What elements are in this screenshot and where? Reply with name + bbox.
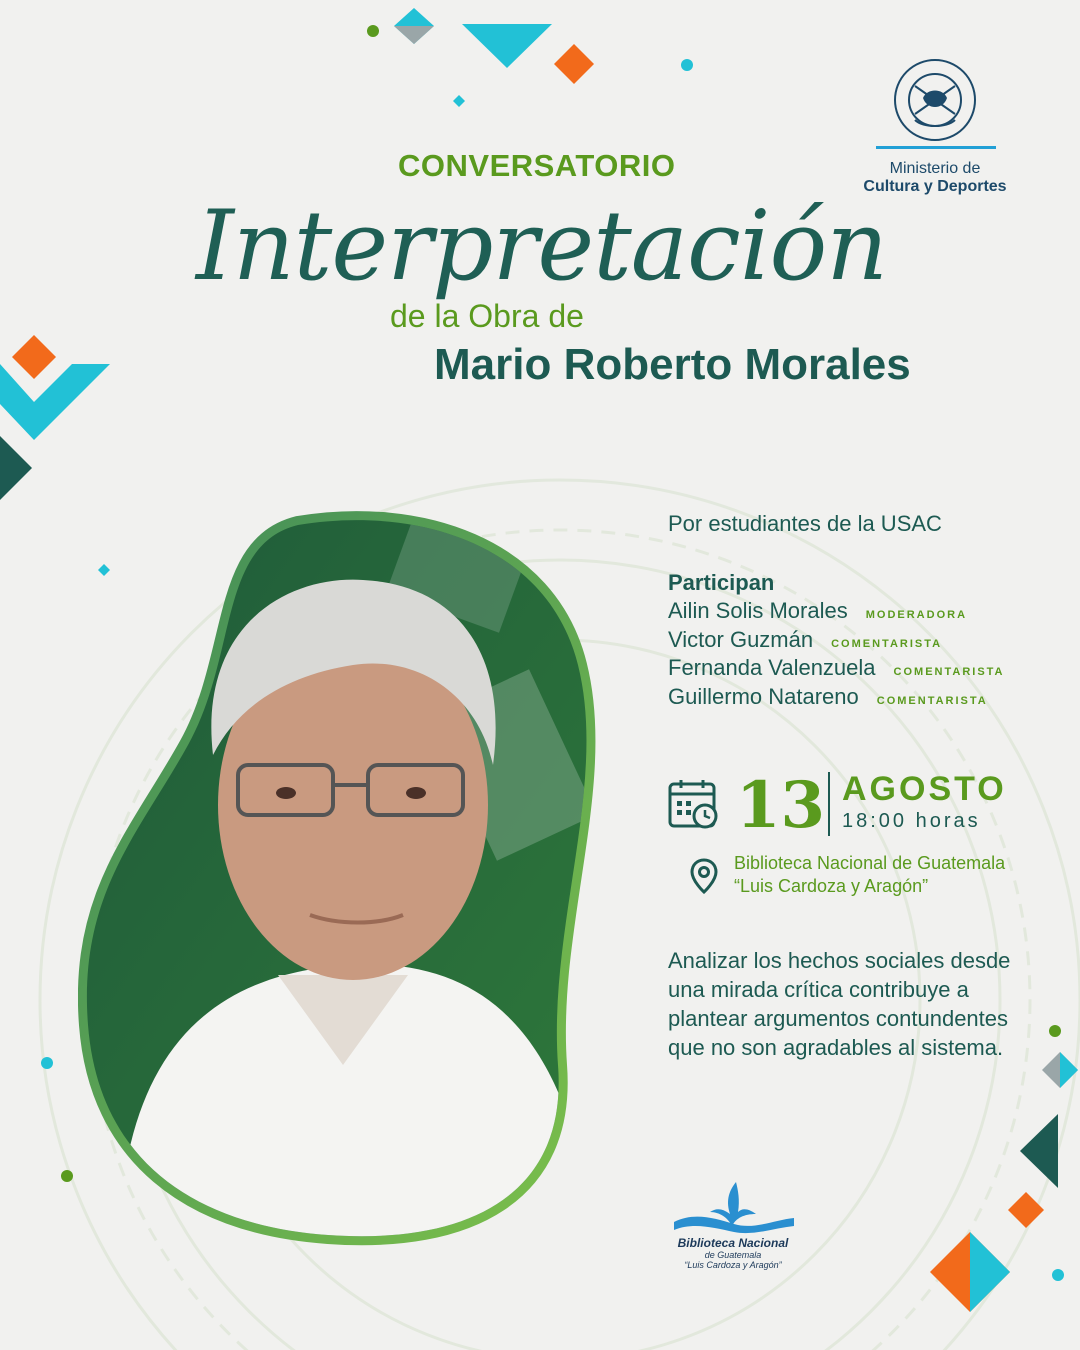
participant-name: Guillermo Natareno: [668, 684, 859, 709]
diamond-cyan: [970, 1232, 1010, 1312]
diamond-cyan: [1060, 1052, 1078, 1088]
participant-row: [668, 684, 988, 710]
event-day: 13: [736, 768, 826, 843]
participant-name: Ailin Solis Morales: [668, 598, 848, 623]
dot-cyan: [681, 59, 693, 71]
calendar-clock-icon: [668, 778, 720, 830]
event-time: 18:00 horas: [842, 810, 981, 832]
event-month: AGOSTO: [842, 770, 1007, 808]
triangle-teal: [1020, 1114, 1058, 1188]
event-description: Analizar los hechos sociales desde una mirada crítica contribuye a plantear argumentos contundentes que no son agradables al sistema.: [668, 948, 1011, 1060]
library-logo: [668, 1236, 798, 1270]
participant-row: [668, 655, 1005, 681]
participants-heading: Participan: [668, 570, 775, 595]
library-logo-line1: Biblioteca Nacional: [677, 1236, 789, 1250]
mini-diamond-cyan: [453, 95, 465, 107]
dot-cyan: [1052, 1269, 1064, 1281]
participant-name: Victor Guzmán: [668, 627, 814, 652]
author-name: Mario Roberto Morales: [434, 340, 911, 389]
organizer: Por estudiantes de la USAC: [668, 511, 942, 536]
participant-role: MODERADORA: [865, 609, 968, 621]
venue-subname: “Luis Cardoza y Aragón”: [734, 876, 929, 896]
venue-name: Biblioteca Nacional de Guatemala: [734, 853, 1006, 873]
library-logo-line3: “Luis Cardoza y Aragón”: [684, 1260, 782, 1270]
dot-cyan: [41, 1057, 53, 1069]
location-pin-icon: [690, 858, 718, 894]
dot-green: [61, 1170, 73, 1182]
library-logo-line2: de Guatemala: [704, 1250, 762, 1260]
diamond-orange: [554, 44, 594, 84]
participant-row: [668, 627, 942, 653]
ministry-seal: [893, 58, 977, 147]
triangle-teal: [0, 436, 32, 500]
participant-role: COMENTARISTA: [893, 666, 1005, 678]
title-script: Interpretación: [196, 190, 888, 302]
chevron-cyan: [0, 364, 110, 440]
date-divider: [828, 772, 830, 836]
event-type: CONVERSATORIO: [398, 148, 676, 183]
portrait-frame: [78, 505, 618, 1265]
ministry-line1: Ministerio de: [889, 160, 981, 177]
participant-role: COMENTARISTA: [876, 695, 988, 707]
dot-green: [367, 25, 379, 37]
participant-role: COMENTARISTA: [831, 638, 943, 650]
ministry-logo: [840, 160, 1030, 196]
venue: [734, 852, 1005, 898]
participant-row: [668, 598, 967, 624]
subtitle: de la Obra de: [390, 298, 584, 334]
diamond-orange: [12, 335, 56, 379]
diamond-gray: [394, 26, 434, 44]
dot-green: [1049, 1025, 1061, 1037]
guatemala-seal-icon: [893, 58, 977, 142]
ministry-line2: Cultura y Deportes: [863, 178, 1007, 195]
participant-name: Fernanda Valenzuela: [668, 655, 876, 680]
diamond-orange: [1008, 1192, 1044, 1228]
triangle-cyan: [462, 24, 552, 68]
library-wave-logo-icon: [672, 1178, 796, 1238]
ministry-divider: [876, 146, 996, 152]
